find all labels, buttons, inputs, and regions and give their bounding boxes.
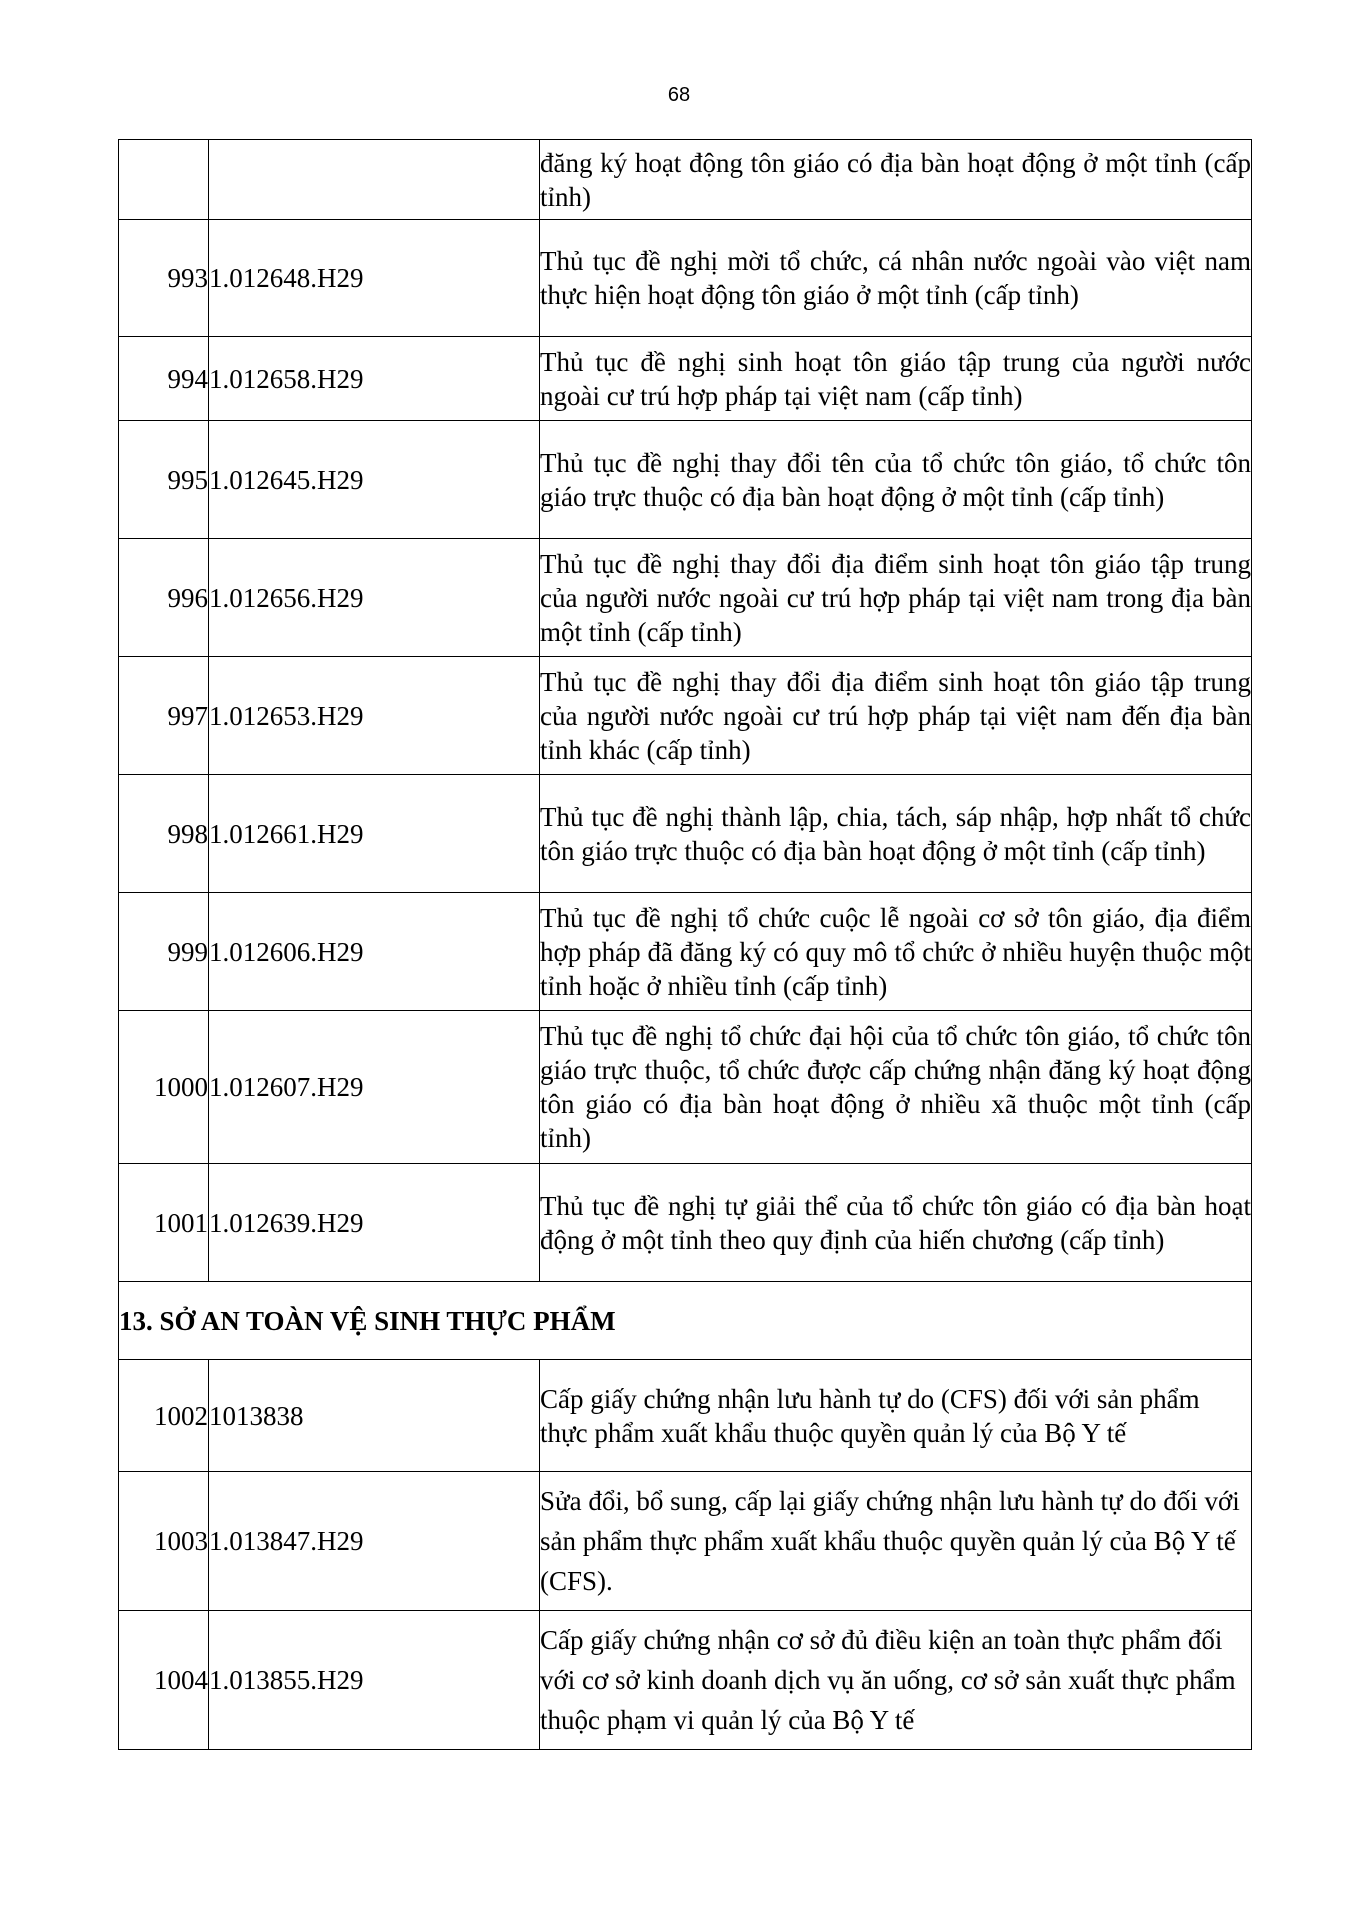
table-row: [119, 337, 1252, 421]
row-number: 995: [119, 421, 209, 539]
table-row: [119, 1472, 1252, 1611]
procedure-name: Thủ tục đề nghị thay đổi địa điểm sinh hoạt tôn giáo tập trung của người nước ngoài cư trú hợp pháp tại việt nam đến địa bàn tỉnh khác (cấp tỉnh): [540, 657, 1252, 775]
table-row: [119, 1611, 1252, 1750]
procedure-code: 1.013847.H29: [209, 1472, 540, 1611]
row-number: 1000: [119, 1011, 209, 1164]
procedure-name: Thủ tục đề nghị tổ chức đại hội của tổ chức tôn giáo, tổ chức tôn giáo trực thuộc, tổ chức được cấp chứng nhận đăng ký hoạt động tôn giáo có địa bàn hoạt động ở nhiều xã thuộc một tỉnh (cấp tỉnh): [540, 1011, 1252, 1164]
procedures-table: [118, 139, 1252, 1750]
procedure-code: 1.012645.H29: [209, 421, 540, 539]
procedure-name: Thủ tục đề nghị mời tổ chức, cá nhân nước ngoài vào việt nam thực hiện hoạt động tôn giáo ở một tỉnh (cấp tỉnh): [540, 220, 1252, 337]
procedure-code: 1.013855.H29: [209, 1611, 540, 1750]
row-number: 1004: [119, 1611, 209, 1750]
procedure-code: 1.012648.H29: [209, 220, 540, 337]
table-row: [119, 1011, 1252, 1164]
procedure-name: Thủ tục đề nghị tổ chức cuộc lễ ngoài cơ sở tôn giáo, địa điểm hợp pháp đã đăng ký có quy mô tổ chức ở nhiều huyện thuộc một tỉnh hoặc ở nhiều tỉnh (cấp tỉnh): [540, 893, 1252, 1011]
row-number: 999: [119, 893, 209, 1011]
procedure-name: Thủ tục đề nghị thay đổi tên của tổ chức tôn giáo, tổ chức tôn giáo trực thuộc có địa bàn hoạt động ở một tỉnh (cấp tỉnh): [540, 421, 1252, 539]
table-row: [119, 140, 1252, 220]
procedure-name: Sửa đổi, bổ sung, cấp lại giấy chứng nhận lưu hành tự do đối với sản phẩm thực phẩm xuất khẩu thuộc quyền quản lý của Bộ Y tế (CFS).: [540, 1472, 1252, 1611]
procedure-name: Thủ tục đề nghị sinh hoạt tôn giáo tập trung của người nước ngoài cư trú hợp pháp tại việt nam (cấp tỉnh): [540, 337, 1252, 421]
table-row: [119, 421, 1252, 539]
procedure-code: [209, 140, 540, 220]
procedure-code: 1.012656.H29: [209, 539, 540, 657]
row-number: 1003: [119, 1472, 209, 1611]
row-number: 997: [119, 657, 209, 775]
row-number: [119, 140, 209, 220]
table-row: [119, 657, 1252, 775]
row-number: 996: [119, 539, 209, 657]
table-row: [119, 220, 1252, 337]
page-number: 68: [667, 84, 691, 106]
procedure-code: 1.012607.H29: [209, 1011, 540, 1164]
procedure-code: 1013838: [209, 1360, 540, 1472]
table-row: [119, 893, 1252, 1011]
procedure-name: Thủ tục đề nghị thành lập, chia, tách, sáp nhập, hợp nhất tổ chức tôn giáo trực thuộc có địa bàn hoạt động ở một tỉnh (cấp tỉnh): [540, 775, 1252, 893]
table-row: [119, 1164, 1252, 1282]
row-number: 1001: [119, 1164, 209, 1282]
procedure-name: đăng ký hoạt động tôn giáo có địa bàn hoạt động ở một tỉnh (cấp tỉnh): [540, 140, 1252, 220]
procedure-name: Thủ tục đề nghị tự giải thể của tổ chức tôn giáo có địa bàn hoạt động ở một tỉnh theo quy định của hiến chương (cấp tỉnh): [540, 1164, 1252, 1282]
row-number: 993: [119, 220, 209, 337]
section-heading: 13. SỞ AN TOÀN VỆ SINH THỰC PHẨM: [119, 1282, 1252, 1360]
table-row: [119, 1360, 1252, 1472]
procedure-name: Thủ tục đề nghị thay đổi địa điểm sinh hoạt tôn giáo tập trung của người nước ngoài cư trú hợp pháp tại việt nam trong địa bàn một tỉnh (cấp tỉnh): [540, 539, 1252, 657]
row-number: 998: [119, 775, 209, 893]
procedure-code: 1.012658.H29: [209, 337, 540, 421]
row-number: 1002: [119, 1360, 209, 1472]
row-number: 994: [119, 337, 209, 421]
procedure-code: 1.012639.H29: [209, 1164, 540, 1282]
procedure-name: Cấp giấy chứng nhận cơ sở đủ điều kiện an toàn thực phẩm đối với cơ sở kinh doanh dịch vụ ăn uống, cơ sở sản xuất thực phẩm thuộc phạm vi quản lý của Bộ Y tế: [540, 1611, 1252, 1750]
procedure-code: 1.012653.H29: [209, 657, 540, 775]
procedure-code: 1.012661.H29: [209, 775, 540, 893]
table-row: [119, 539, 1252, 657]
procedure-name: Cấp giấy chứng nhận lưu hành tự do (CFS) đối với sản phẩm thực phẩm xuất khẩu thuộc quyền quản lý của Bộ Y tế: [540, 1360, 1252, 1472]
section-row: [119, 1282, 1252, 1360]
table-row: [119, 775, 1252, 893]
procedure-code: 1.012606.H29: [209, 893, 540, 1011]
